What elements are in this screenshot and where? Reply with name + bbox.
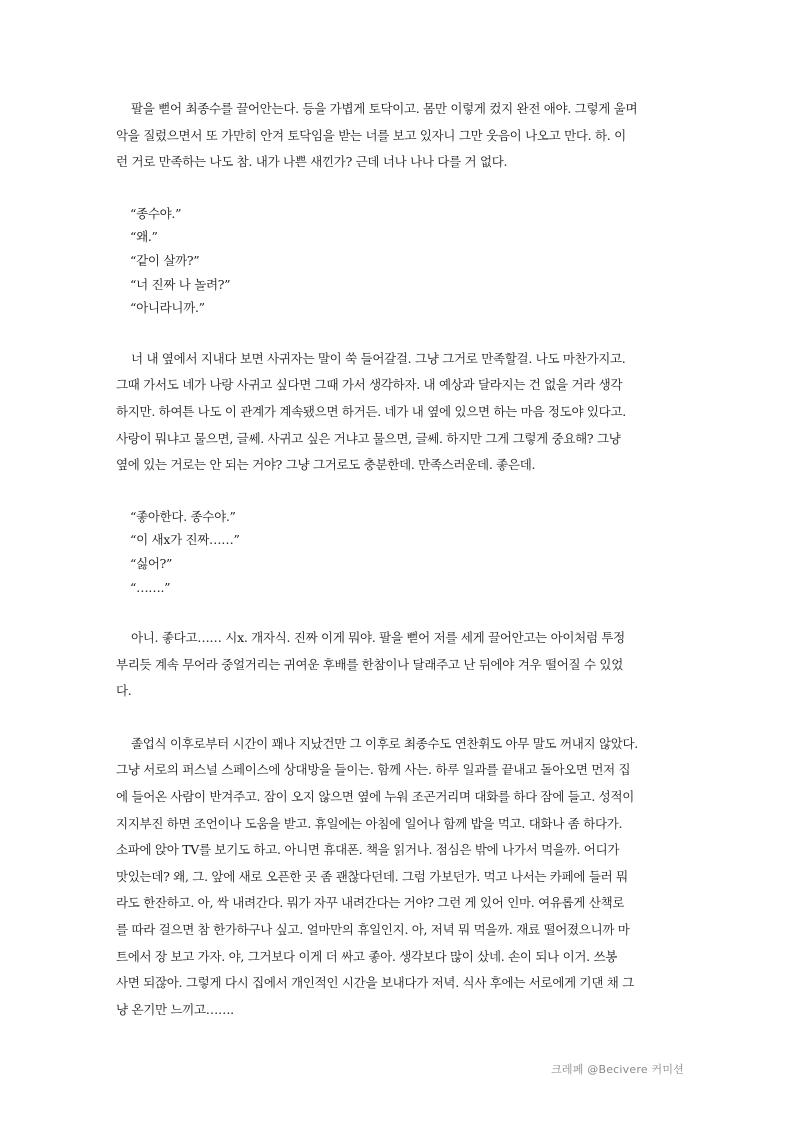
paragraph-3: 아니. 좋다고…… 시x. 개자식. 진짜 이게 뭐야. 팔을 뻗어 저를 세게 끌어안고는 아이처럼 투정 부리듯 계속 무어라 중얼거리는 귀여운 후배를 한참이나 달래주고 난 뒤에야 겨우 떨어질 수 있었 다.: [116, 630, 625, 699]
dialogue-line: “왜.”: [130, 229, 158, 245]
dialogue-line: “…….”: [130, 579, 171, 595]
dialogue-line: “너 진짜 나 놀려?”: [130, 276, 231, 292]
dialogue-line: “같이 살까?”: [130, 252, 200, 268]
dialogue-block-2: [116, 505, 687, 599]
dialogue-block-1: [116, 202, 687, 320]
dialogue-line: “아니라니까.”: [130, 300, 205, 316]
paragraph-2: 너 내 옆에서 지내다 보면 사귀자는 말이 쑥 들어갈걸. 그냥 그거로 만족할걸. 나도 마찬가지고. 그때 가서도 네가 나랑 사귀고 싶다면 그때 가서 생각하자. 내 예상과 달라지는 건 없을 거라 생각 하지만. 하여튼 나도 이 관계가 계속됐으면 하거든. 네가 내 옆에 있으면 하는 마음 정도야 있다고. 사랑이 뭐냐고 물으면, 글쎄. 사귀고 싶은 거냐고 물으면, 글쎄. 하지만 그게 그렇게 중요해? 그냥 옆에 있는 거로는 안 되는 거야? 그냥 그거로도 충분한데. 만족스러운데. 좋은데.: [116, 350, 626, 473]
spacer: [116, 599, 687, 625]
document-body: [116, 96, 687, 1023]
spacer: [116, 479, 687, 505]
dialogue-line: “좋아한다. 종수야.”: [130, 508, 236, 524]
dialogue-line: “싫어?”: [130, 555, 173, 571]
dialogue-line: “종수야.”: [130, 205, 182, 221]
paragraph-1: 팔을 뻗어 최종수를 끌어안는다. 등을 가볍게 토닥이고. 몸만 이렇게 컸지 완전 애야. 그렇게 울며 악을 질렀으면서 또 가만히 안겨 토닥임을 받는 너를 보고 있자니 그만 웃음이 나오고 만다. 하. 이 런 거로 만족하는 나도 참. 내가 나쁜 새낀가? 근데 너나 나나 다를 거 없다.: [116, 101, 638, 170]
spacer: [116, 320, 687, 346]
spacer: [116, 705, 687, 731]
paragraph-4: 졸업식 이후로부터 시간이 꽤나 지났건만 그 이후로 최종수도 연찬휘도 아무 말도 꺼내지 않았다. 그냥 서로의 퍼스널 스페이스에 상대방을 들이는. 함께 사는. 하루 일과를 끝내고 돌아오면 먼저 집 에 들어온 사람이 반겨주고. 잠이 오지 않으면 옆에 누워 조곤거리며 대화를 하다 잠에 들고. 성적이 지지부진 하면 조언이나 도움을 받고. 휴일에는 아침에 일어나 함께 밥을 먹고. 대화나 좀 하다가. 소파에 앉아 TV를 보기도 하고. 아니면 휴대폰. 책을 읽거나. 점심은 밖에 나가서 먹을까. 어디가 맛있는데? 왜, 그. 앞에 새로 오픈한 곳 좀 괜찮다던데. 그럼 가보던가. 먹고 나서는 카페에 들러 뭐 라도 한잔하고. 아, 싹 내려간다. 뭐가 자꾸 내려간다는 거야? 그런 게 있어 인마. 여유롭게 산책로 를 따라 걸으면 참 한가하구나 싶고. 얼마만의 휴일인지. 아, 저녁 뭐 먹을까. 재료 떨어졌으니까 마 트에서 장 보고 가자. 야, 그거보다 이게 더 싸고 좋아. 생각보다 많이 샀네. 손이 되나 이거. 쓰봉 사면 되잖아. 그렇게 다시 집에서 개인적인 시간을 보내다가 저녁. 식사 후에는 서로에게 기댄 채 그 냥 온기만 느끼고…….: [116, 735, 638, 1017]
dialogue-line: “이 새x가 진짜……”: [130, 532, 240, 548]
spacer: [116, 176, 687, 202]
commission-credit: 크레페 @Becivere 커미션: [551, 1063, 684, 1076]
